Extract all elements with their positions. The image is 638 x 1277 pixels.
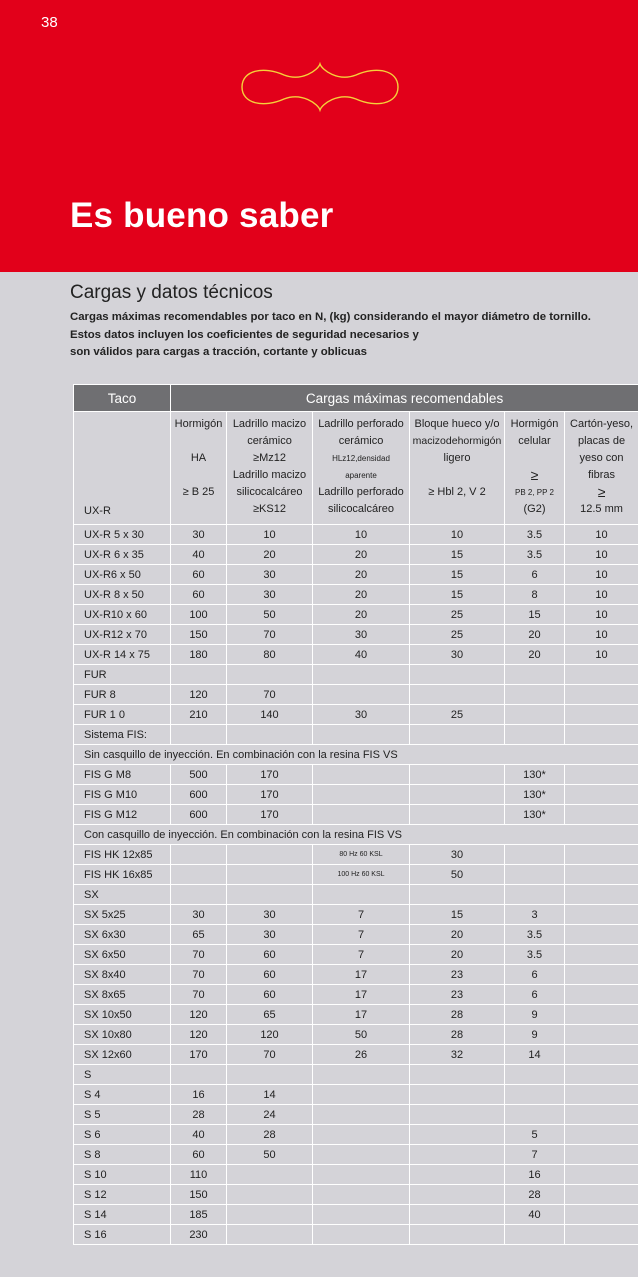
table-cell [505, 1065, 565, 1085]
table-cell: 30 [227, 905, 313, 925]
row-note: Sin casquillo de inyección. En combinación con la resina FIS VS [74, 745, 638, 765]
table-cell [313, 765, 410, 785]
table-cell: 150 [171, 625, 227, 645]
table-cell: 3.5 [505, 945, 565, 965]
table-cell: 60 [171, 1145, 227, 1165]
table-cell: 150 [171, 1185, 227, 1205]
table-cell: 25 [410, 625, 505, 645]
table-cell: 120 [171, 685, 227, 705]
table-row [74, 645, 638, 665]
table-cell: 40 [171, 1125, 227, 1145]
table-cell [171, 845, 227, 865]
table-cell [313, 665, 410, 685]
row-name: SX 5x25 [74, 905, 171, 925]
table-cell: 70 [227, 625, 313, 645]
table-row [74, 925, 638, 945]
table-cell: 15 [505, 605, 565, 625]
section-label: FUR [74, 665, 171, 685]
row-name: SX 8x40 [74, 965, 171, 985]
table-cell [410, 785, 505, 805]
section-label: SX [74, 885, 171, 905]
section-title: Cargas y datos técnicos [70, 282, 273, 303]
table-cell: 30 [313, 625, 410, 645]
table-row [74, 865, 638, 885]
table-cell: 6 [505, 965, 565, 985]
row-name: UX-R 14 x 75 [74, 645, 171, 665]
table-cell: 30 [227, 925, 313, 945]
row-name: FUR 8 [74, 685, 171, 705]
column-header-loads: Cargas máximas recomendables [171, 385, 638, 412]
table-cell [505, 885, 565, 905]
table-cell: 30 [171, 525, 227, 545]
table-cell: 30 [410, 845, 505, 865]
table-row [74, 1225, 638, 1245]
table-cell [565, 1045, 638, 1065]
row-name: FIS G M8 [74, 765, 171, 785]
table-cell: 50 [227, 605, 313, 625]
row-name: FIS HK 16x85 [74, 865, 171, 885]
table-row [74, 1065, 638, 1085]
table-cell [505, 865, 565, 885]
table-cell: 3 [505, 905, 565, 925]
table-row [74, 565, 638, 585]
table-cell: 100 Hz 60 KSL [313, 865, 410, 885]
table-cell: 185 [171, 1205, 227, 1225]
table-cell: 28 [227, 1125, 313, 1145]
row-name: SX 8x65 [74, 985, 171, 1005]
table-cell [505, 845, 565, 865]
table-row [74, 1105, 638, 1125]
table-cell [313, 1085, 410, 1105]
table-cell [565, 1185, 638, 1205]
table-cell: 10 [565, 645, 638, 665]
table-row [74, 1165, 638, 1185]
table-cell: 15 [410, 565, 505, 585]
table-cell: 170 [227, 765, 313, 785]
table-cell: 600 [171, 785, 227, 805]
row-name: UX-R 8 x 50 [74, 585, 171, 605]
table-cell: 60 [171, 585, 227, 605]
table-row [74, 625, 638, 645]
table-cell [313, 725, 410, 745]
table-cell: 28 [171, 1105, 227, 1125]
table-cell: 20 [313, 605, 410, 625]
table-cell: 6 [505, 985, 565, 1005]
table-cell [227, 665, 313, 685]
table-cell [227, 865, 313, 885]
table-cell: 10 [565, 585, 638, 605]
table-row [74, 785, 638, 805]
table-cell [565, 1205, 638, 1225]
table-cell: 9 [505, 1005, 565, 1025]
table-cell [565, 1065, 638, 1085]
table-row [74, 885, 638, 905]
table-cell: 20 [505, 645, 565, 665]
table-cell [313, 1125, 410, 1145]
table-cell [171, 665, 227, 685]
table-cell [565, 945, 638, 965]
table-cell [171, 885, 227, 905]
table-row [74, 705, 638, 725]
table-cell [565, 665, 638, 685]
table-cell [227, 845, 313, 865]
table-cell [313, 1185, 410, 1205]
table-cell [410, 885, 505, 905]
table-cell [565, 685, 638, 705]
table-cell: 120 [171, 1025, 227, 1045]
table-row [74, 905, 638, 925]
table-cell [565, 1005, 638, 1025]
table-cell: 10 [565, 545, 638, 565]
table-cell: 170 [227, 805, 313, 825]
table-cell: 25 [410, 605, 505, 625]
table-cell: 40 [505, 1205, 565, 1225]
table-cell [227, 1065, 313, 1085]
table-cell [565, 905, 638, 925]
table-cell [505, 1085, 565, 1105]
table-cell [505, 685, 565, 705]
table-cell: 10 [410, 525, 505, 545]
row-name: S 16 [74, 1225, 171, 1245]
table-cell [565, 705, 638, 725]
table-cell [565, 765, 638, 785]
table-cell: 26 [313, 1045, 410, 1065]
table-cell: 20 [313, 565, 410, 585]
table-cell: 7 [313, 925, 410, 945]
table-cell: 50 [313, 1025, 410, 1045]
row-name: S 4 [74, 1085, 171, 1105]
table-cell: 30 [410, 645, 505, 665]
column-header-taco: Taco [74, 385, 171, 412]
table-cell [227, 1185, 313, 1205]
table-row [74, 825, 638, 845]
table-cell [410, 1085, 505, 1105]
table-cell: 20 [313, 545, 410, 565]
table-cell [227, 1165, 313, 1185]
table-cell: 15 [410, 905, 505, 925]
table-cell [313, 1165, 410, 1185]
table-cell [410, 1165, 505, 1185]
row-name: UX-R6 x 50 [74, 565, 171, 585]
table-cell: 80 [227, 645, 313, 665]
table-cell: 40 [313, 645, 410, 665]
table-cell: 40 [171, 545, 227, 565]
table-cell: 70 [227, 1045, 313, 1065]
table-cell: 28 [410, 1005, 505, 1025]
red-banner [0, 0, 638, 272]
table-cell [313, 1105, 410, 1125]
table-cell: 180 [171, 645, 227, 665]
page-heading: Es bueno saber [70, 196, 334, 235]
table-row [74, 1125, 638, 1145]
table-cell: 3.5 [505, 545, 565, 565]
row-name: SX 10x50 [74, 1005, 171, 1025]
table-cell [565, 925, 638, 945]
table-row [74, 945, 638, 965]
table-cell [171, 725, 227, 745]
header-ladrillo-macizo: Ladrillo macizo cerámico ≥Mz12 Ladrillo macizo silicocalcáreo ≥KS12 [227, 412, 313, 525]
table-row [74, 725, 638, 745]
row-name: FIS HK 12x85 [74, 845, 171, 865]
table-cell [227, 725, 313, 745]
table-cell [505, 1105, 565, 1125]
table-cell: 170 [171, 1045, 227, 1065]
row-name: SX 10x80 [74, 1025, 171, 1045]
table-cell [313, 785, 410, 805]
row-name: UX-R10 x 60 [74, 605, 171, 625]
table-cell: 14 [505, 1045, 565, 1065]
table-row [74, 1045, 638, 1065]
table-cell: 210 [171, 705, 227, 725]
page-number: 38 [41, 14, 58, 31]
table-cell [565, 1165, 638, 1185]
table-cell: 24 [227, 1105, 313, 1125]
table-row [74, 765, 638, 785]
table-cell: 30 [313, 705, 410, 725]
table-cell: 80 Hz 60 KSL [313, 845, 410, 865]
table-cell [565, 1085, 638, 1105]
table-cell [565, 1145, 638, 1165]
row-note: Con casquillo de inyección. En combinación con la resina FIS VS [74, 825, 638, 845]
table-cell: 130* [505, 805, 565, 825]
table-cell: 60 [227, 965, 313, 985]
table-row [74, 965, 638, 985]
table-cell: 70 [171, 965, 227, 985]
table-cell [410, 665, 505, 685]
table-row [74, 1145, 638, 1165]
table-cell: 25 [410, 705, 505, 725]
table-cell [227, 885, 313, 905]
table-cell [565, 1225, 638, 1245]
header-label: UX-R [74, 412, 171, 525]
table-row [74, 985, 638, 1005]
table-cell [565, 805, 638, 825]
table-cell [313, 805, 410, 825]
table-row [74, 685, 638, 705]
table-row [74, 545, 638, 565]
table-row [74, 585, 638, 605]
table-cell: 3.5 [505, 525, 565, 545]
table-cell: 30 [227, 585, 313, 605]
table-cell [565, 965, 638, 985]
table-cell [565, 1105, 638, 1125]
table-cell [313, 685, 410, 705]
table-cell: 23 [410, 965, 505, 985]
table-cell: 500 [171, 765, 227, 785]
row-name: S 6 [74, 1125, 171, 1145]
table-row [74, 605, 638, 625]
row-name: SX 6x50 [74, 945, 171, 965]
section-label: S [74, 1065, 171, 1085]
table-cell: 16 [505, 1165, 565, 1185]
table-cell [410, 765, 505, 785]
header-ladrillo-perforado: Ladrillo perforado cerámico HLz12,densidad aparente Ladrillo perforado silicocalcáreo [313, 412, 410, 525]
table-cell [410, 725, 505, 745]
table-cell: 30 [171, 905, 227, 925]
table-cell [410, 1205, 505, 1225]
table-cell: 110 [171, 1165, 227, 1185]
table-cell: 10 [565, 565, 638, 585]
table-row [74, 1085, 638, 1105]
table-cell: 120 [227, 1025, 313, 1045]
table-cell: 50 [227, 1145, 313, 1165]
row-name: SX 6x30 [74, 925, 171, 945]
table-cell: 10 [227, 525, 313, 545]
table-cell: 8 [505, 585, 565, 605]
row-name: S 10 [74, 1165, 171, 1185]
table-cell [410, 1145, 505, 1165]
table-body [74, 525, 638, 1245]
table-cell: 15 [410, 545, 505, 565]
table-cell: 70 [227, 685, 313, 705]
table-row [74, 525, 638, 545]
table-cell: 50 [410, 865, 505, 885]
table-cell [313, 885, 410, 905]
row-name: FIS G M10 [74, 785, 171, 805]
table-cell: 14 [227, 1085, 313, 1105]
table-cell [410, 1125, 505, 1145]
row-name: FIS G M12 [74, 805, 171, 825]
table-cell: 130* [505, 765, 565, 785]
table-cell [565, 785, 638, 805]
table-cell [410, 1105, 505, 1125]
row-name: UX-R 6 x 35 [74, 545, 171, 565]
table-cell: 7 [505, 1145, 565, 1165]
table-cell [410, 1185, 505, 1205]
table-cell [505, 725, 565, 745]
fischer-logo-icon [222, 56, 418, 118]
table-row [74, 845, 638, 865]
table-cell: 30 [227, 565, 313, 585]
table-cell: 7 [313, 945, 410, 965]
table-cell [505, 665, 565, 685]
table-row [74, 1005, 638, 1025]
row-name: UX-R 5 x 30 [74, 525, 171, 545]
intro-line: Cargas máximas recomendables por taco en N, (kg) considerando el mayor diámetro de tornillo. [70, 311, 591, 323]
header-hormigon: Hormigón HA ≥ B 25 [171, 412, 227, 525]
table-cell [227, 1205, 313, 1225]
table-row [74, 1185, 638, 1205]
row-name: S 14 [74, 1205, 171, 1225]
table-cell: 60 [171, 565, 227, 585]
table-cell: 70 [171, 985, 227, 1005]
header-carton-yeso: Cartón-yeso, placas de yeso con fibras ≥ 12.5 mm [565, 412, 638, 525]
table-row [74, 805, 638, 825]
table-cell: 17 [313, 965, 410, 985]
table-row [74, 1205, 638, 1225]
table-cell: 140 [227, 705, 313, 725]
table-cell [313, 1065, 410, 1085]
row-name: S 8 [74, 1145, 171, 1165]
table-row [74, 745, 638, 765]
table-cell: 10 [565, 625, 638, 645]
table-cell [565, 1125, 638, 1145]
table-cell [565, 985, 638, 1005]
table-cell: 10 [313, 525, 410, 545]
table-cell [313, 1225, 410, 1245]
table-cell: 20 [227, 545, 313, 565]
table-cell: 100 [171, 605, 227, 625]
table-cell: 20 [505, 625, 565, 645]
table-cell [171, 1065, 227, 1085]
table-cell [565, 1025, 638, 1045]
table-cell [313, 1145, 410, 1165]
table-cell [410, 805, 505, 825]
table-cell [171, 865, 227, 885]
table-cell: 20 [410, 925, 505, 945]
table-cell: 20 [410, 945, 505, 965]
table-cell: 5 [505, 1125, 565, 1145]
intro-line: son válidos para cargas a tracción, cortante y oblicuas [70, 346, 367, 358]
intro-text [70, 309, 610, 362]
table-cell: 17 [313, 985, 410, 1005]
table-cell: 9 [505, 1025, 565, 1045]
table-cell [505, 1225, 565, 1245]
row-name: FUR 1 0 [74, 705, 171, 725]
table-cell: 28 [505, 1185, 565, 1205]
table-cell: 60 [227, 945, 313, 965]
table-cell: 3.5 [505, 925, 565, 945]
table-cell [565, 725, 638, 745]
table-cell: 6 [505, 565, 565, 585]
table-cell [505, 705, 565, 725]
table-cell: 7 [313, 905, 410, 925]
table-cell [565, 865, 638, 885]
table-cell [565, 845, 638, 865]
table-cell: 28 [410, 1025, 505, 1045]
table-cell [410, 1065, 505, 1085]
table-cell: 16 [171, 1085, 227, 1105]
table-cell: 600 [171, 805, 227, 825]
table-cell: 230 [171, 1225, 227, 1245]
table-cell: 120 [171, 1005, 227, 1025]
header-bloque-hueco: Bloque hueco y/o macizodehormigón ligero ≥ Hbl 2, V 2 [410, 412, 505, 525]
table-cell [410, 1225, 505, 1245]
table-cell: 70 [171, 945, 227, 965]
table-cell: 60 [227, 985, 313, 1005]
table-row [74, 1025, 638, 1045]
table-cell [227, 1225, 313, 1245]
table-cell: 32 [410, 1045, 505, 1065]
header-hormigon-celular: Hormigón celular ≥ PB 2, PP 2 (G2) [505, 412, 565, 525]
table-cell: 65 [171, 925, 227, 945]
section-label: Sistema FIS: [74, 725, 171, 745]
row-name: S 12 [74, 1185, 171, 1205]
table-cell [565, 885, 638, 905]
table-cell [410, 685, 505, 705]
table-cell: 170 [227, 785, 313, 805]
table-row [74, 665, 638, 685]
table-cell: 130* [505, 785, 565, 805]
table-cell: 20 [313, 585, 410, 605]
table-cell: 17 [313, 1005, 410, 1025]
loads-table [73, 384, 638, 1245]
row-name: UX-R12 x 70 [74, 625, 171, 645]
table-cell: 10 [565, 605, 638, 625]
table-cell: 23 [410, 985, 505, 1005]
table-cell: 15 [410, 585, 505, 605]
table-cell [313, 1205, 410, 1225]
intro-line: Estos datos incluyen los coeficientes de seguridad necesarios y [70, 328, 419, 341]
row-name: S 5 [74, 1105, 171, 1125]
table-cell: 65 [227, 1005, 313, 1025]
row-name: SX 12x60 [74, 1045, 171, 1065]
table-cell: 10 [565, 525, 638, 545]
